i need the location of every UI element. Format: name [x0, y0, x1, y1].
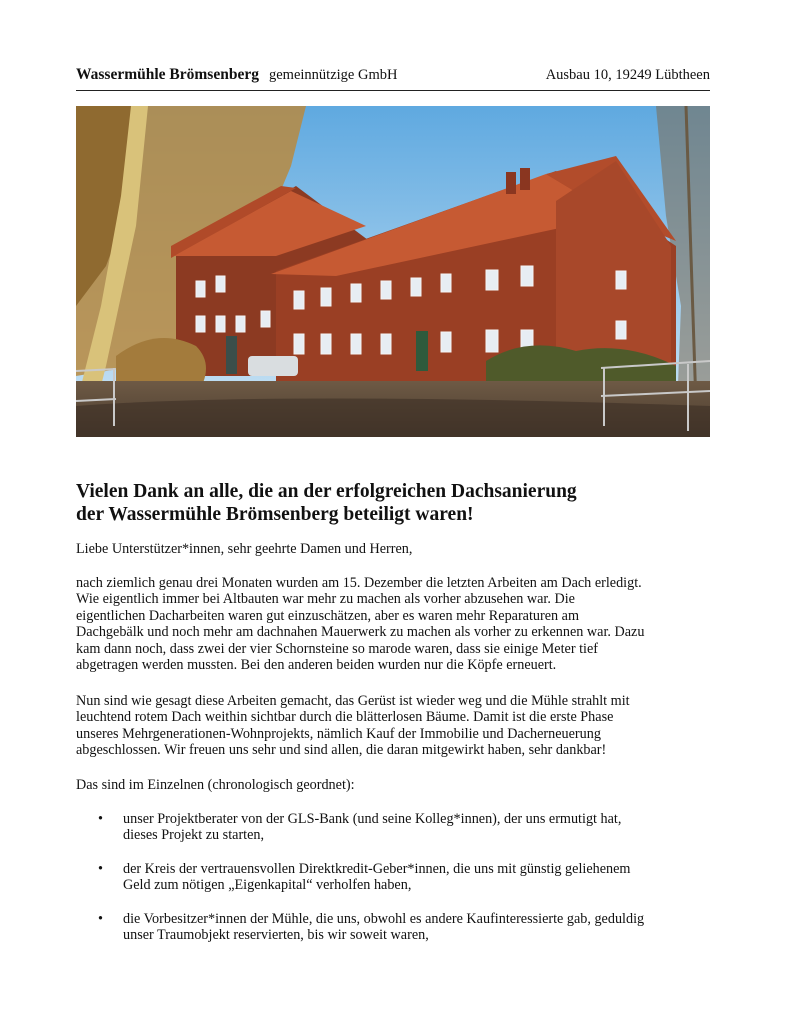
list-intro: Das sind im Einzelnen (chronologisch geordnet):: [76, 777, 355, 793]
list-item: • der Kreis der vertrauensvollen Direktkredit-Geber*innen, die uns mit günstig geliehenem Geld zum nötigen „Eigenkapital“ verholfen haben,: [98, 860, 631, 894]
letter-title: [76, 480, 710, 526]
organization-address: Ausbau 10, 19249 Lübtheen: [545, 67, 710, 83]
title-line-1: Vielen Dank an alle, die an der erfolgreichen Dachsanierung: [76, 481, 577, 502]
letterhead: [76, 64, 710, 91]
organization-name: Wassermühle Brömsenberg gemeinnützige GmbH: [76, 66, 398, 83]
paragraph-completion: Nun sind wie gesagt diese Arbeiten gemacht, das Gerüst ist wieder weg und die Mühle strahlt mit leuchtend rotem Dach weithin sichtbar durch die blätterlosen Bäume. Damit ist die erste Phase unseres Mehrgenerationen-Wohnprojekts, nämlich Kauf der Immobilie und Dacherneuerung abgeschlossen. Wir freuen uns sehr und sind allen, die daran mitgewirkt haben, sehr dankbar!: [76, 693, 630, 759]
bullet-icon: •: [98, 811, 103, 827]
paragraph-roof-work: nach ziemlich genau drei Monaten wurden am 15. Dezember die letzten Arbeiten am Dach erledigt. Wie eigentlich immer bei Altbauten war mehr zu machen als vorher abzusehen war. Die eigentlichen Dacharbeiten waren gut einzuschätzen, aber es waren mehr Reparaturen am Dachgebälk und noch mehr am dachnahen Mauerwerk zu machen als vorher zu erkennen war. Dazu kam dann noch, dass zwei der vier Schornsteine so marode waren, dass sie einige Meter tief abgetragen werden mussten. Bei den anderen beiden wurden nur die Köpfe erneuert.: [76, 575, 645, 674]
thanks-list: [76, 811, 710, 960]
title-line-2: der Wassermühle Brömsenberg beteiligt waren!: [76, 504, 474, 525]
salutation: Liebe Unterstützer*innen, sehr geehrte Damen und Herren,: [76, 541, 413, 557]
parked-car: [248, 356, 298, 376]
door: [416, 331, 428, 371]
list-item: • die Vorbesitzer*innen der Mühle, die uns, obwohl es andere Kaufinteressierte gab, geduldig unser Traumobjekt reservierten, bis wir soweit waren,: [98, 910, 645, 944]
bullet-icon: •: [98, 910, 103, 927]
list-item: • unser Projektberater von der GLS-Bank (und seine Kolleg*innen), der uns ermutigt hat, dieses Projekt zu starten,: [98, 811, 622, 844]
mill-building-photo: [76, 106, 710, 437]
bullet-icon: •: [98, 860, 103, 877]
legal-form: gemeinnützige GmbH: [268, 67, 398, 83]
